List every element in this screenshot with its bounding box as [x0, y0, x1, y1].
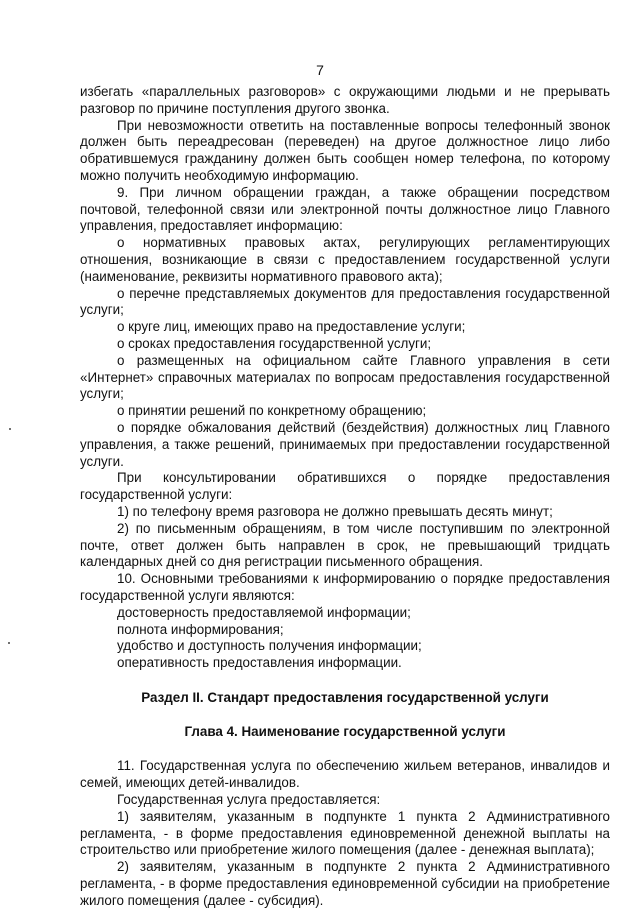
page-number: 7: [316, 62, 324, 78]
paragraph: оперативность предоставления информации.: [117, 655, 402, 671]
paragraph: удобство и доступность получения информации;: [117, 638, 422, 654]
paragraph: 1) заявителям, указанным в подпункте 1 пункта 2 Административного регламента, - в форме предоставления единовременной денежной выплаты на строительство или приобретение жилого помещения (далее - денежная выплата);: [80, 808, 610, 858]
paragraph: 2) по письменным обращениям, в том числе поступившим по электронной почте, ответ должен быть направлен в срок, не превышающий тридцать календарных дней со дня регистрации письменного обращения.: [80, 520, 610, 570]
paragraph: полнота информирования;: [117, 621, 284, 637]
paragraph: достоверность предоставляемой информации;: [117, 604, 411, 620]
paragraph: о принятии решений по конкретному обращению;: [117, 403, 427, 419]
paragraph: о перечне представляемых документов для предоставления государственной услуги;: [80, 285, 610, 318]
paragraph: 2) заявителям, указанным в подпункте 2 пункта 2 Административного регламента, - в форме предоставления единовременной субсидии на приобретение жилого помещения (далее - субсидия).: [80, 859, 610, 908]
scan-speck: [8, 642, 10, 644]
paragraph: о сроках предоставления государственной услуги;: [117, 335, 432, 351]
document-body: [80, 84, 610, 910]
paragraph: о нормативных правовых актах, регулирующих регламентирующих отношения, возникающие в связи с предоставлением государственной услуги (наименование, реквизиты нормативного правового акта);: [80, 235, 610, 284]
paragraph: При консультировании обратившихся о порядке предоставления государственной услуги:: [80, 470, 610, 503]
paragraph: о круге лиц, имеющих право на предоставление услуги;: [117, 319, 466, 335]
paragraph: 9. При личном обращении граждан, а также обращении посредством почтовой, телефонной связи или электронной почты должностное лицо Главного управления, предоставляет информацию:: [80, 184, 610, 234]
paragraph: о порядке обжалования действий (бездействия) должностных лиц Главного управления, а также решений, принимаемых при предоставлении государственной услуги.: [80, 419, 610, 469]
paragraph: избегать «параллельных разговоров» с окружающими людьми и не прерывать разговор по причине поступления другого звонка.: [80, 84, 610, 116]
paragraph: 1) по телефону время разговора не должно превышать десять минут;: [117, 503, 553, 519]
paragraph: 10. Основными требованиями к информированию о порядке предоставления государственной услуги являются:: [80, 571, 610, 603]
section-heading: Раздел II. Стандарт предоставления государственной услуги: [141, 689, 549, 705]
paragraph: о размещенных на официальном сайте Главного управления в сети «Интернет» справочных материалах по вопросам предоставления государственной услуги;: [80, 352, 610, 402]
scan-speck: [9, 428, 11, 430]
chapter-heading: Глава 4. Наименование государственной услуги: [184, 723, 506, 739]
paragraph: При невозможности ответить на поставленные вопросы телефонный звонок должен быть переадресован (переведен) на другое должностное лицо либо обратившемуся гражданину должен быть сообщен номер телефона, по которому можно получить необходимую информацию.: [80, 117, 610, 183]
paragraph: 11. Государственная услуга по обеспечению жильем ветеранов, инвалидов и семей, имеющих детей-инвалидов.: [80, 758, 610, 791]
paragraph: Государственная услуга предоставляется:: [117, 792, 381, 808]
